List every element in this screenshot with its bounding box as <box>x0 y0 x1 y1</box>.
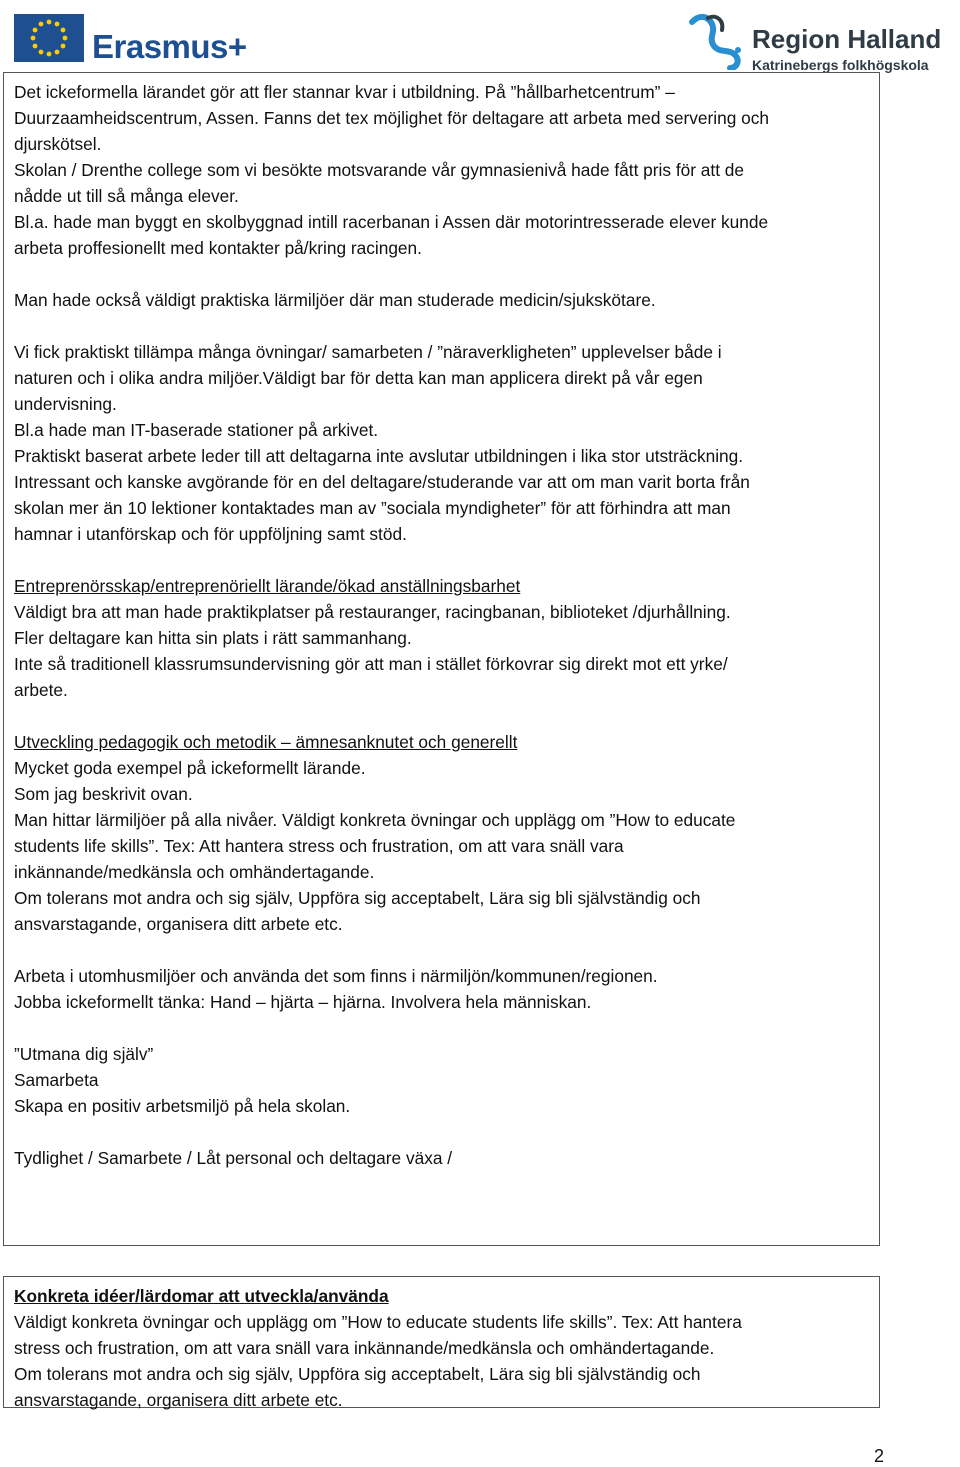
section-heading-entrepreneurship: Entreprenörsskap/entreprenöriellt lärande/ökad anställningsbarhet <box>14 576 521 596</box>
text-line: Mycket goda exempel på ickeformellt lärande. <box>14 758 366 778</box>
notes-text <box>14 79 874 1171</box>
text-line: ”Utmana dig själv” <box>14 1044 154 1064</box>
text-line: Intressant och kanske avgörande för en del deltagare/studerande var att om man varit borta från <box>14 472 750 492</box>
text-line: stress och frustration, om att vara snäll vara inkännande/medkänsla och omhändertagande. <box>14 1338 715 1358</box>
page-header <box>0 0 960 75</box>
text-line: Om tolerans mot andra och sig själv, Uppföra sig acceptabelt, Lära sig bli självständig och <box>14 888 701 908</box>
text-line: Skolan / Drenthe college som vi besökte motsvarande vår gymnasienivå hade fått pris för att de <box>14 160 745 180</box>
school-name: Katrinebergs folkhögskola <box>752 57 929 73</box>
page-number: 2 <box>873 1446 884 1466</box>
notes-box <box>3 72 880 1246</box>
ideas-box <box>3 1276 880 1408</box>
text-line: ansvarstagande, organisera ditt arbete etc. <box>14 1390 343 1410</box>
text-line: Fler deltagare kan hitta sin plats i rätt sammanhang. <box>14 628 412 648</box>
text-line: ansvarstagande, organisera ditt arbete etc. <box>14 914 343 934</box>
eu-flag-icon <box>14 14 84 62</box>
ideas-heading: Konkreta idéer/lärdomar att utveckla/använda <box>14 1286 389 1306</box>
text-line: skolan mer än 10 lektioner kontaktades man av ”sociala myndigheter” för att förhindra att man <box>14 498 731 518</box>
region-halland-name: Region Halland <box>752 24 942 54</box>
text-line: Man hittar lärmiljöer på alla nivåer. Väldigt konkreta övningar och upplägg om ”How to educate <box>14 810 736 830</box>
text-line: Jobba ickeformellt tänka: Hand – hjärta – hjärna. Involvera hela människan. <box>14 992 592 1012</box>
text-line: Bl.a. hade man byggt en skolbyggnad intill racerbanan i Assen där motorintresserade elever kunde <box>14 212 769 232</box>
section-heading-pedagogy: Utveckling pedagogik och metodik – ämnesanknutet och generellt <box>14 732 518 752</box>
text-line: Tydlighet / Samarbete / Låt personal och deltagare växa / <box>14 1148 453 1168</box>
region-halland-logo-icon <box>686 12 748 70</box>
text-line: Om tolerans mot andra och sig själv, Uppföra sig acceptabelt, Lära sig bli självständig och <box>14 1364 701 1384</box>
text-line: Det ickeformella lärandet gör att fler stannar kvar i utbildning. På ”hållbarhetcentrum” – <box>14 82 675 102</box>
text-line: inkännande/medkänsla och omhändertagande. <box>14 862 375 882</box>
text-line: Duurzaamheidscentrum, Assen. Fanns det tex möjlighet för deltagare att arbeta med servering och <box>14 108 770 128</box>
text-line: naturen och i olika andra miljöer.Väldigt bar för detta kan man applicera direkt på vår egen <box>14 368 703 388</box>
text-line: Skapa en positiv arbetsmiljö på hela skolan. <box>14 1096 351 1116</box>
text-line: undervisning. <box>14 394 117 414</box>
text-line: Väldigt konkreta övningar och upplägg om ”How to educate students life skills”. Tex: Att hantera <box>14 1312 742 1332</box>
text-line: djurskötsel. <box>14 134 102 154</box>
erasmus-logo-text: Erasmus+ <box>92 28 247 65</box>
text-line: students life skills”. Tex: Att hantera stress och frustration, om att vara snäll vara <box>14 836 624 856</box>
text-line: arbeta proffesionellt med kontakter på/kring racingen. <box>14 238 422 258</box>
text-line: Bl.a hade man IT-baserade stationer på arkivet. <box>14 420 379 440</box>
text-line: Arbeta i utomhusmiljöer och använda det som finns i närmiljön/kommunen/regionen. <box>14 966 658 986</box>
text-line: Som jag beskrivit ovan. <box>14 784 193 804</box>
text-line: Praktiskt baserat arbete leder till att deltagarna inte avslutar utbildningen i lika stor utsträckning. <box>14 446 744 466</box>
text-line: Man hade också väldigt praktiska lärmiljöer där man studerade medicin/sjukskötare. <box>14 290 656 310</box>
text-line: nådde ut till så många elever. <box>14 186 239 206</box>
text-line: arbete. <box>14 680 68 700</box>
text-line: Vi fick praktiskt tillämpa många övningar/ samarbeten / ”näraverkligheten” upplevelser både i <box>14 342 722 362</box>
text-line: Samarbeta <box>14 1070 99 1090</box>
text-line: Väldigt bra att man hade praktikplatser på restauranger, racingbanan, biblioteket /djurhållning. <box>14 602 731 622</box>
text-line: Inte så traditionell klassrumsundervisning gör att man i stället förkovrar sig direkt mot ett yrke/ <box>14 654 728 674</box>
text-line: hamnar i utanförskap och för uppföljning samt stöd. <box>14 524 407 544</box>
ideas-text <box>14 1283 874 1413</box>
